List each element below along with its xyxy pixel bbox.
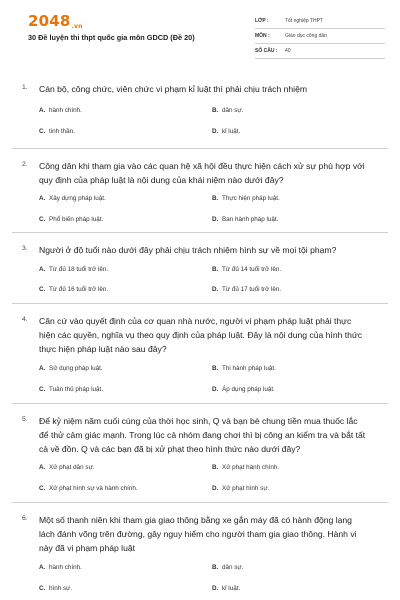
option-letter: D. <box>212 128 219 135</box>
question-item <box>12 72 388 149</box>
option-text: hành chính. <box>49 564 82 571</box>
question-text: Để kỷ niệm năm cuối cùng của thời học sinh, Q và bạn bè chung tiền mua thuốc lắc để thử cảm giác mạnh. Trong lúc cả nhóm đang chơi thì bị công an kiểm tra và bắt tất cả về đồn. Q và các bạn đã bị xử phạt theo hình thức nào dưới đây? <box>39 416 366 454</box>
option-c[interactable] <box>39 286 108 293</box>
option-a[interactable] <box>39 564 82 571</box>
question-item <box>12 149 388 233</box>
option-letter: D. <box>212 386 219 393</box>
option-b[interactable] <box>212 365 276 372</box>
meta-value: 40 <box>285 48 291 54</box>
option-text: hình sự. <box>49 585 73 592</box>
option-d[interactable] <box>212 386 275 393</box>
option-b[interactable] <box>212 564 243 571</box>
question-list <box>12 72 388 599</box>
option-text: Xây dựng pháp luật. <box>49 195 106 202</box>
question-number: 2. <box>22 161 28 168</box>
option-text: hành chính. <box>49 107 82 114</box>
option-text: Phổ biến pháp luật. <box>49 216 104 223</box>
option-c[interactable] <box>39 216 103 223</box>
logo-text: 2048 <box>28 12 71 30</box>
option-letter: A. <box>39 464 46 471</box>
option-letter: C. <box>39 216 46 223</box>
option-letter: D. <box>212 286 219 293</box>
option-b[interactable] <box>212 464 279 471</box>
question-text: Công dân khi tham gia vào các quan hệ xã hội đều thực hiện cách xử sự phù hợp với quy định của pháp luật là nội dung của khái niệm nào dưới đây? <box>39 161 365 185</box>
option-letter: C. <box>39 286 46 293</box>
option-c[interactable] <box>39 386 103 393</box>
option-a[interactable] <box>39 266 108 273</box>
option-text: Sử dụng pháp luật. <box>49 365 103 372</box>
option-text: Từ đủ 18 tuổi trở lên. <box>49 266 109 273</box>
logo-suffix: .vn <box>71 23 83 30</box>
option-b[interactable] <box>212 107 243 114</box>
option-d[interactable] <box>212 216 278 223</box>
exam-meta-table <box>255 14 385 59</box>
meta-label: SỐ CÂU : <box>255 48 278 54</box>
question-item <box>12 233 388 304</box>
option-text: Từ đủ 14 tuổi trở lên. <box>222 266 282 273</box>
option-letter: B. <box>212 365 219 372</box>
option-letter: A. <box>39 564 46 571</box>
option-letter: B. <box>212 464 219 471</box>
question-text: Người ở độ tuổi nào dưới đây phải chịu trách nhiệm hình sự về mọi tội phạm? <box>39 245 337 255</box>
option-c[interactable] <box>39 485 138 492</box>
meta-value: Tốt nghiệp THPT <box>285 18 323 24</box>
option-text: Thực hiện pháp luật. <box>222 195 280 202</box>
site-logo[interactable] <box>28 12 83 30</box>
option-c[interactable] <box>39 585 72 592</box>
option-a[interactable] <box>39 464 95 471</box>
option-letter: D. <box>212 585 219 592</box>
option-text: Xử phạt hành chính. <box>222 464 280 471</box>
option-letter: C. <box>39 485 46 492</box>
option-text: Xử phạt dân sự. <box>49 464 95 471</box>
option-a[interactable] <box>39 107 82 114</box>
option-d[interactable] <box>212 585 240 592</box>
question-text: Một số thanh niên khi tham gia giao thông bằng xe gắn máy đã có hành động lạng lách đánh võng trên đường, gây nguy hiểm cho người tham gia giao thông. Hành vi này đã vi phạm pháp luật <box>39 515 357 553</box>
option-letter: D. <box>212 216 219 223</box>
question-number: 1. <box>22 84 28 91</box>
option-letter: A. <box>39 195 46 202</box>
option-text: kỉ luật. <box>222 128 241 135</box>
question-text: Cán bộ, công chức, viên chức vi phạm kỉ luật thì phải chịu trách nhiệm <box>39 84 308 94</box>
option-b[interactable] <box>212 195 280 202</box>
option-d[interactable] <box>212 286 281 293</box>
option-text: Xử phạt hình sự và hành chính. <box>49 485 138 492</box>
option-letter: B. <box>212 266 219 273</box>
option-text: Áp dụng pháp luật. <box>222 386 275 393</box>
meta-row-question-count <box>255 44 385 59</box>
question-number: 3. <box>22 245 28 252</box>
question-number: 4. <box>22 316 28 323</box>
option-text: Thi hành pháp luật. <box>222 365 276 372</box>
option-text: Tuân thủ pháp luật. <box>49 386 104 393</box>
page-header <box>0 0 400 66</box>
option-d[interactable] <box>212 485 269 492</box>
option-text: dân sự. <box>222 564 244 571</box>
option-text: Xử phạt hình sự. <box>222 485 270 492</box>
option-a[interactable] <box>39 195 106 202</box>
meta-row-class <box>255 14 385 29</box>
option-d[interactable] <box>212 128 240 135</box>
meta-label: LỚP : <box>255 18 269 24</box>
option-text: tinh thần. <box>49 128 75 135</box>
meta-row-subject <box>255 29 385 44</box>
option-letter: C. <box>39 128 46 135</box>
option-text: dân sự. <box>222 107 244 114</box>
option-text: Ban hành pháp luật. <box>222 216 279 223</box>
question-number: 6. <box>22 515 28 522</box>
option-text: kỉ luật. <box>222 585 241 592</box>
question-item <box>12 404 388 503</box>
question-item <box>12 503 388 599</box>
option-letter: C. <box>39 585 46 592</box>
option-c[interactable] <box>39 128 75 135</box>
option-letter: B. <box>212 195 219 202</box>
option-text: Từ đủ 16 tuổi trở lên. <box>49 286 109 293</box>
document-title: 30 Đề luyện thi thpt quốc gia môn GDCD (Đề 20) <box>28 33 195 42</box>
option-letter: B. <box>212 564 219 571</box>
question-item <box>12 304 388 404</box>
option-letter: B. <box>212 107 219 114</box>
option-b[interactable] <box>212 266 281 273</box>
option-a[interactable] <box>39 365 103 372</box>
option-letter: A. <box>39 107 46 114</box>
meta-label: MÔN : <box>255 33 270 39</box>
question-number: 5. <box>22 416 28 423</box>
option-letter: A. <box>39 365 46 372</box>
option-letter: A. <box>39 266 46 273</box>
meta-value: Giáo dục công dân <box>285 33 327 39</box>
option-text: Từ đủ 17 tuổi trở lên. <box>222 286 282 293</box>
option-letter: D. <box>212 485 219 492</box>
question-text: Căn cứ vào quyết định của cơ quan nhà nước, người vi phạm pháp luật phải thực hiện các quyền, nghĩa vụ theo quy định của pháp luật. Đây là nội dung của hình thức thực hiện pháp luật nào sau đây? <box>39 316 362 354</box>
option-letter: C. <box>39 386 46 393</box>
